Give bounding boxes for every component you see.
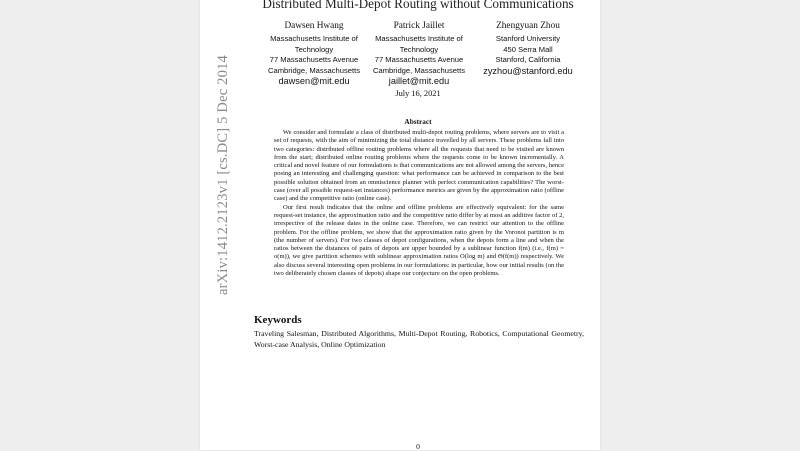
author-email: jaillet@mit.edu [388, 76, 450, 87]
keywords-text: Traveling Salesman, Distributed Algorithms, Multi-Depot Routing, Robotics, Computational Geometry, Worst-case Analysis, Online Optimization [254, 329, 584, 349]
author-address: Cambridge, Massachusetts [267, 65, 360, 75]
abstract-heading: Abstract [404, 117, 432, 126]
author-affiliation: Stanford University [495, 34, 561, 43]
author-address: 450 Serra Mall [503, 44, 553, 54]
author-affiliation: Technology [294, 44, 334, 54]
abstract-paragraph: We consider and formulate a class of distributed multi-depot routing problems, where servers are to visit a set of requests, with the aim of minimizing the total distance travelled by all servers. These problems fall into two categories: distributed offline routing problems where all the requests that need to be visited are known from the start; distributed online routing problems where the requests come to be known incrementally. A critical and novel feature of our formulations is that communications are not allowed among the servers, hence posing an interesting and challenging question: what performance can be achieved in comparison to the best possible solution obtained from an omniscience planner with perfect communication capabilities? The worst-case (over all possible request-set instances) performance metrics are given by the approximation ratio (offline case) and the competitive ratio (online case). [274, 129, 564, 203]
author-block [254, 21, 374, 87]
author-name: Dawsen Hwang [284, 21, 344, 31]
author-block [359, 21, 479, 87]
abstract-paragraph: Our first result indicates that the online and offline problems are effectively equivalent: for the same request-set instance, the approximation ratio and the competitive ratio differ by at most an additive factor of 2, irrespective of the release dates in the online case. Therefore, we can restrict our attention to the offline problem. For the offline problem, we show that the approximation ratio given by the Voronoi partition is m (the number of servers). For two classes of depot configurations, when the depots form a line and when the ratios between the distances of pairs of depots are upper bounded by a sublinear function f(m) (i.e., f(m) = o(m)), we give partition schemes with sublinear approximation ratios O(log m) and Θ(f(m)) respectively. We also discuss several interesting open problems in our formulations: in particular, how our initial results (on the two deliberately chosen classes of depots) shape our conjecture on the open problems. [274, 203, 564, 278]
author-address: Cambridge, Massachusetts [372, 65, 465, 75]
paper-title: Distributed Multi-Depot Routing without Communications [262, 0, 574, 11]
author-email: dawsen@mit.edu [278, 76, 350, 87]
arxiv-stamp-text: arXiv:1412.2123v1 [cs.DC] 5 Dec 2014 [215, 55, 231, 295]
author-email: zyzhou@stanford.edu [483, 65, 573, 76]
paper-date: July 16, 2021 [395, 89, 441, 98]
author-address: 77 Massachusetts Avenue [374, 55, 464, 65]
keywords-heading: Keywords [254, 314, 302, 326]
abstract-body [274, 129, 564, 278]
author-block [468, 21, 588, 77]
author-address: Stanford, California [495, 55, 561, 65]
author-affiliation: Massachusetts Institute of [270, 34, 358, 43]
author-affiliation: Technology [399, 44, 439, 54]
author-name: Zhengyuan Zhou [496, 21, 560, 31]
page-number: 0 [416, 442, 420, 451]
author-affiliation: Massachusetts Institute of [375, 34, 463, 43]
author-address: 77 Massachusetts Avenue [269, 55, 359, 65]
author-name: Patrick Jaillet [393, 21, 445, 31]
arxiv-stamp [211, 55, 237, 295]
